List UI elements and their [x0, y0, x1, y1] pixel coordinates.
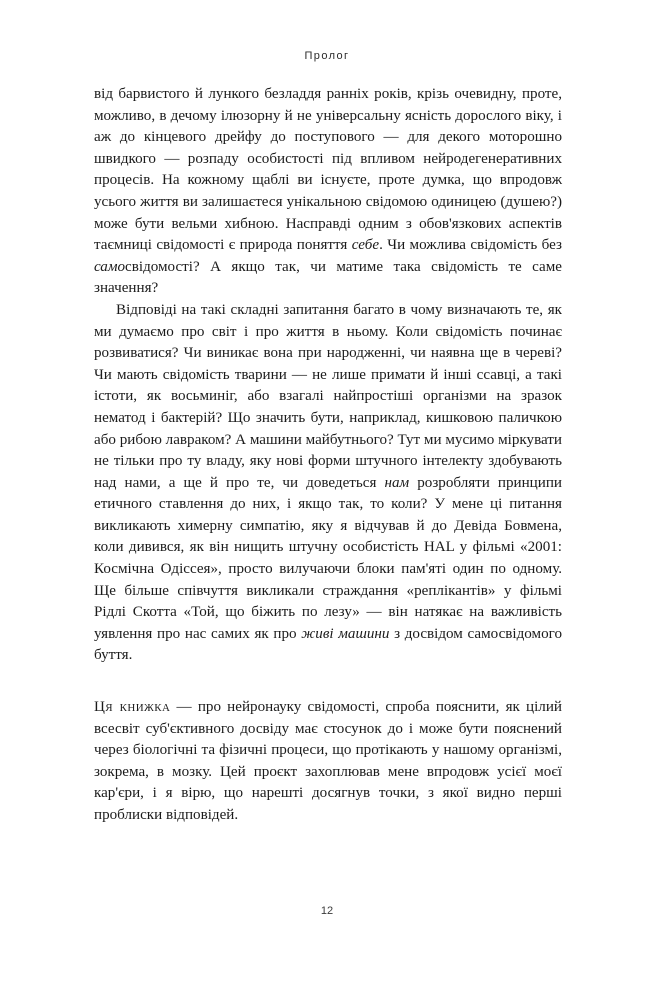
paragraph-book: Ця книжка — про нейронауку свідомості, спроба пояснити, як цілий всесвіт суб'єктивного досвіду має стосунок до і може бути пояснений через біологічні та фізичні процеси, що протікають у нашому організмі, зокрема, в мозку. Цей проєкт захоплював мене впродовж усієї моєї кар'єри, і я вірю, що нарешті досягнув точки, з якої видно перші проблиски відповідей. [94, 699, 562, 823]
paragraph-spacer [94, 667, 562, 697]
page-number: 12 [320, 905, 334, 917]
page-body [94, 84, 562, 827]
running-head: Пролог [304, 50, 350, 62]
paragraph-continued: від барвистого й лункого безладдя ранніх років, крізь очевидну, проте, можливо, в дечому ілюзорну й не універсальну ясність дорослого віку, і аж до кінцевого дрейфу до поступового — для декого моторошно швидкого — розпаду особистості під впливом нейродегенеративних процесів. На кожному щаблі ви існуєте, проте думка, що впродовж усього життя ви залишаєтеся унікальною свідомою одиницею (душею?) може бути вельми хибною. Насправді одним з обов'язкових аспектів таємниці свідомості є природа поняття себе. Чи можлива свідомість без самосвідомості? А якщо так, чи матиме така свідомість те саме значення? [94, 86, 562, 297]
paragraph-questions: Відповіді на такі складні запитання багато в чому визначають те, як ми думаємо про світ і про життя в ньому. Коли свідомість починає розвиватися? Чи виникає вона при народженні, чи наявна ще в череві? Чи мають свідомість тварини — не лише примати й інші ссавці, а такі істоти, як восьминіг, або взагалі найпростіші організми на зразок нематод і бактерій? Що значить бути, наприклад, кишковою паличкою або рибою лавраком? А машини майбутнього? Тут ми мусимо міркувати не тільки про ту владу, яку нові форми штучного інтелекту здобувають над нами, а ще й про те, чи доведеться нам розробляти принципи етичного ставлення до них, і якщо так, то коли? У мене ці питання викликають химерну симпатію, яку я відчував й до Девіда Бовмена, коли дивився, як він нищить штучну особистість HAL у фільмі «2001: Космічна Одіссея», просто вилучаючи блоки пам'яті один по одному. Ще більше співчуття викликали страждання «реплікантів» у фільмі Рідлі Скотта «Той, що біжить по лезу» — він натякає на важливість уявлення про нас самих як про живі машини з досвідом самосвідомого буття. [94, 301, 563, 664]
